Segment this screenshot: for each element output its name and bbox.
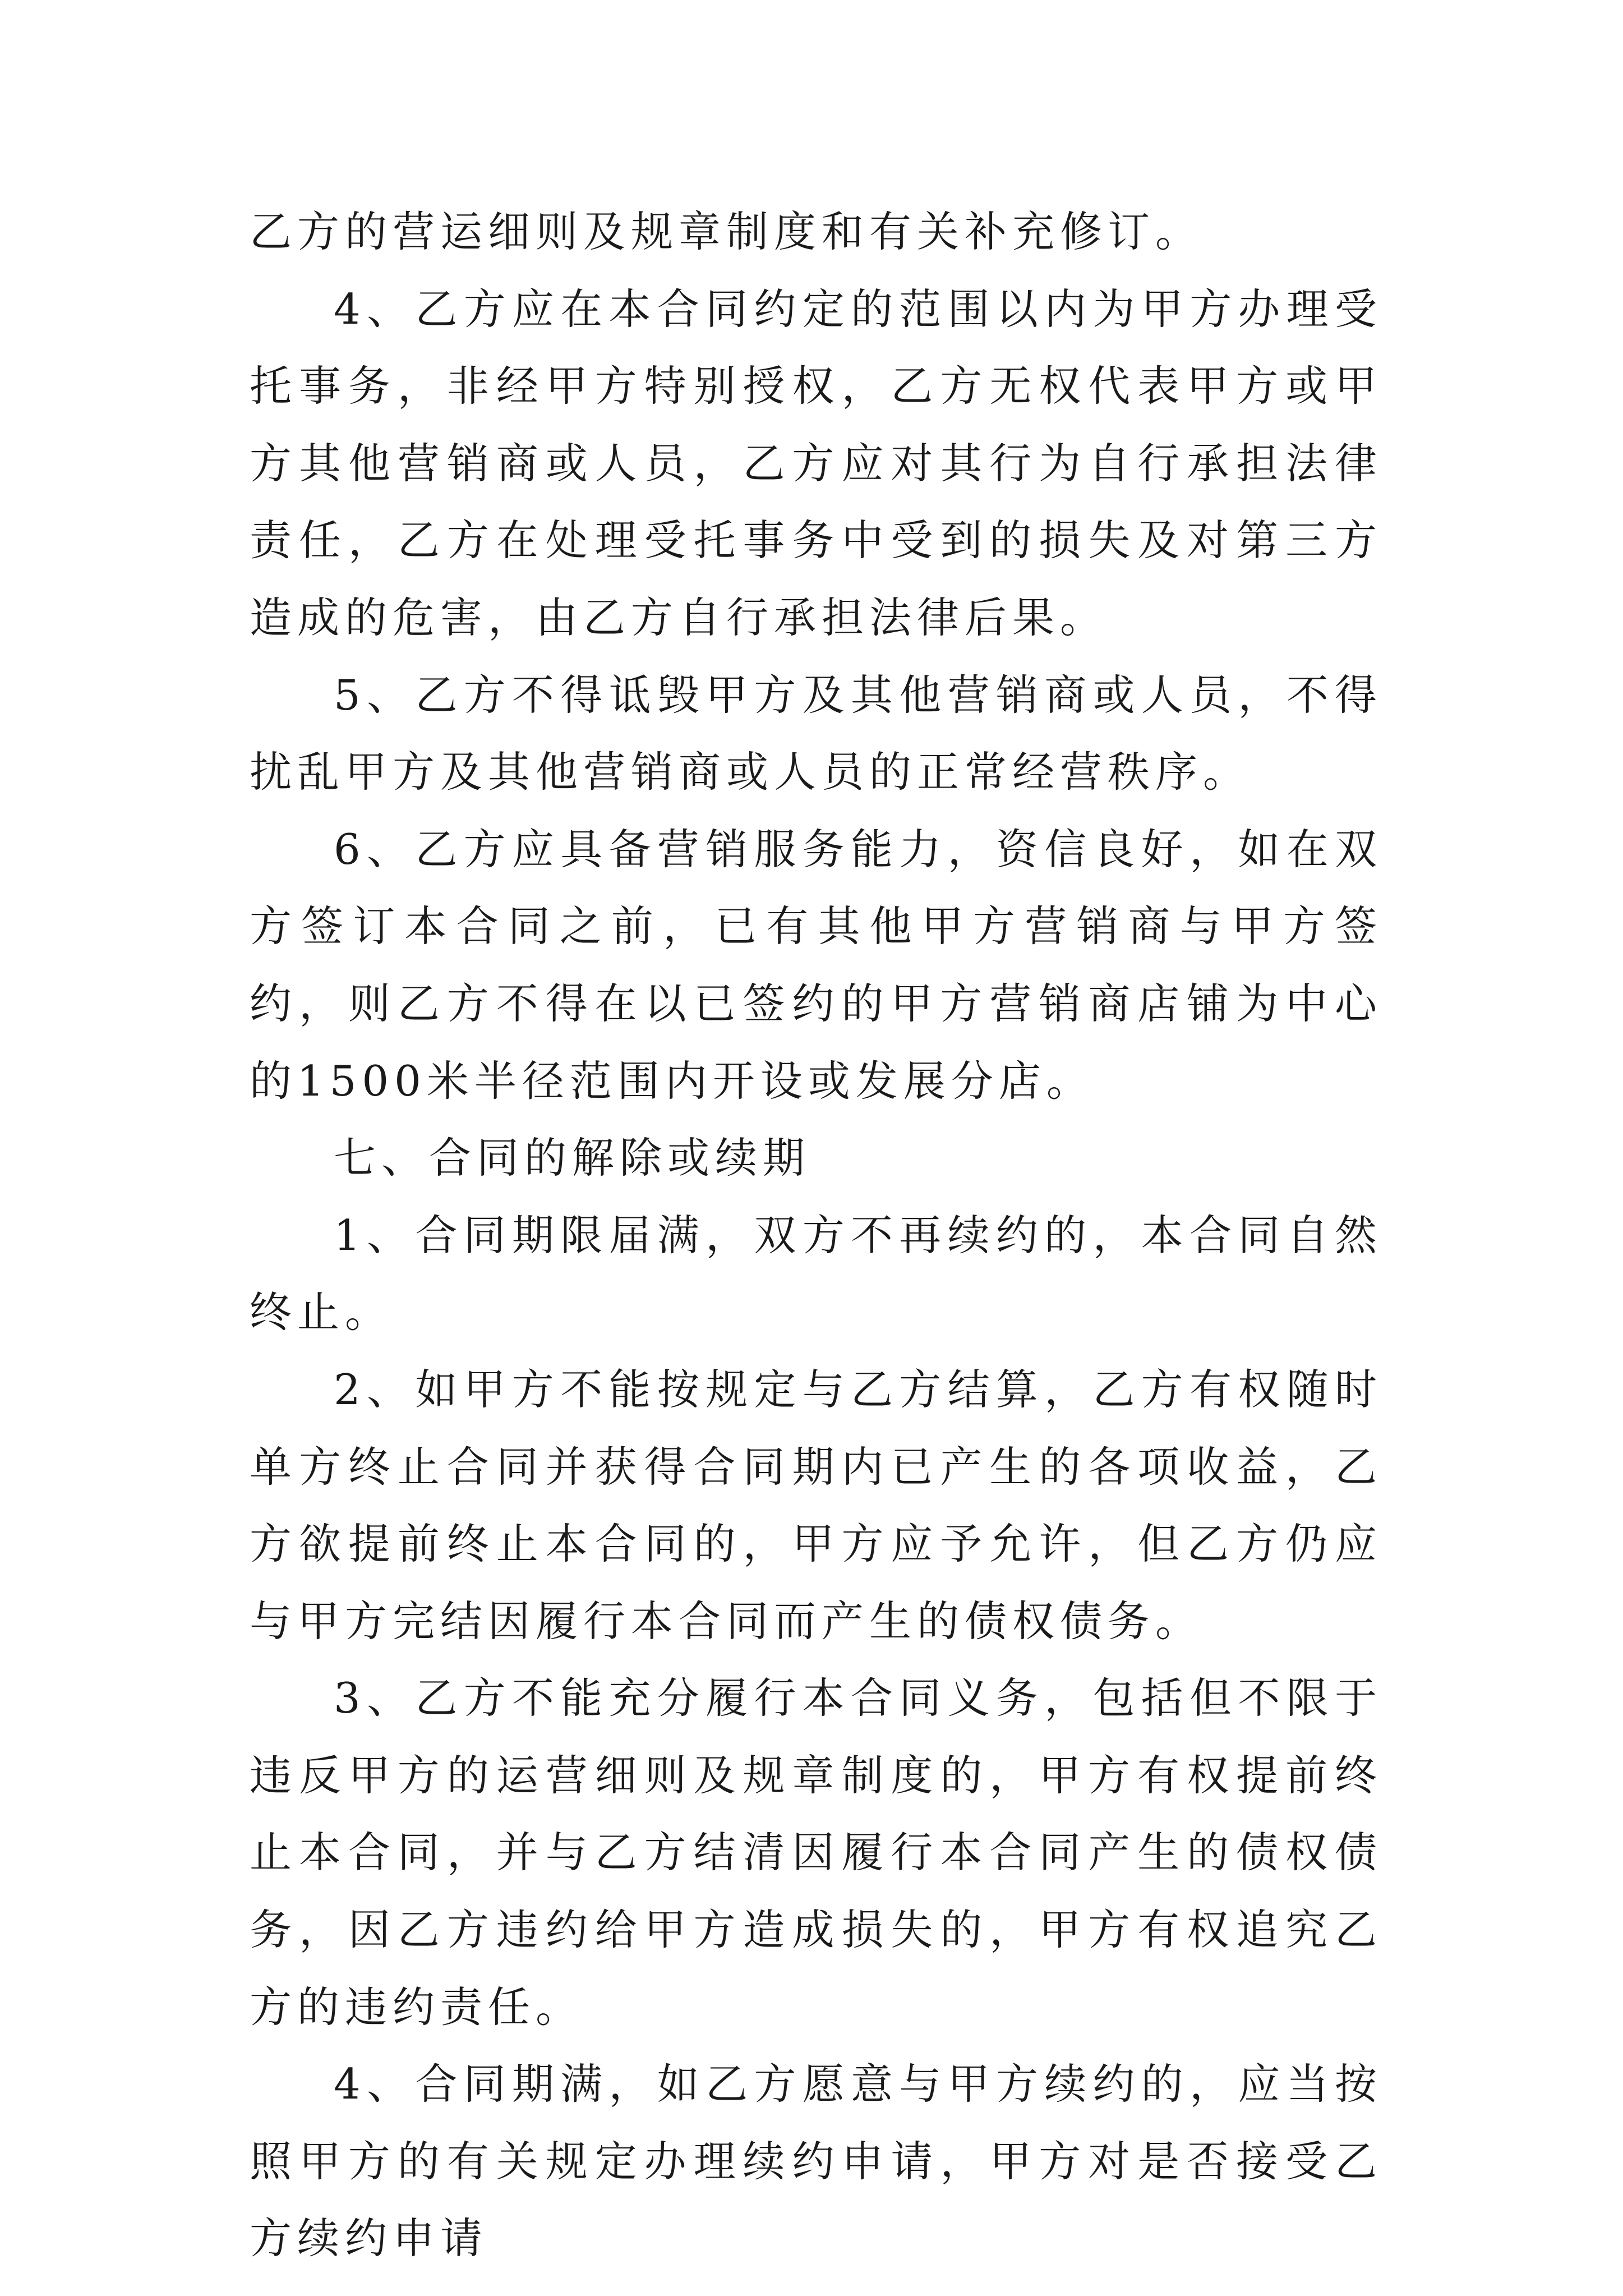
paragraph-clause-7-2: 2、如甲方不能按规定与乙方结算，乙方有权随时单方终止合同并获得合同期内已产生的各项收益，乙方欲提前终止本合同的，甲方应予允许，但乙方仍应与甲方完结因履行本合同而产生的债权债务。 [250,1364,1382,1646]
paragraph-clause-7-1: 1、合同期限届满，双方不再续约的，本合同自然终止。 [250,1210,1382,1337]
section-heading-7: 七、合同的解除或续期 [334,1133,811,1183]
paragraph-clause-6-5: 5、乙方不得诋毁甲方及其他营销商或人员，不得扰乱甲方及其他营销商或人员的正常经营秩序。 [250,670,1382,797]
paragraph-clause-6-4: 4、乙方应在本合同约定的范围以内为甲方办理受托事务，非经甲方特别授权，乙方无权代表甲方或甲方其他营销商或人员，乙方应对其行为自行承担法律责任，乙方在处理受托事务中受到的损失及对第三方造成的危害，由乙方自行承担法律后果。 [250,284,1382,642]
paragraph-clause-6-6: 6、乙方应具备营销服务能力，资信良好，如在双方签订本合同之前，已有其他甲方营销商与甲方签约，则乙方不得在以已签约的甲方营销商店铺为中心的1500米半径范围内开设或发展分店。 [250,824,1382,1106]
paragraph-continuation: 乙方的营运细则及规章制度和有关补充修订。 [250,207,1204,256]
paragraph-clause-7-3: 3、乙方不能充分履行本合同义务，包括但不限于违反甲方的运营细则及规章制度的，甲方有权提前终止本合同，并与乙方结清因履行本合同产生的债权债务，因乙方违约给甲方造成损失的，甲方有权追究乙方的违约责任。 [250,1673,1382,2032]
paragraph-clause-7-4: 4、合同期满，如乙方愿意与甲方续约的，应当按照甲方的有关规定办理续约申请，甲方对是否接受乙方续约申请 [250,2059,1382,2263]
document-body [250,194,1382,2277]
